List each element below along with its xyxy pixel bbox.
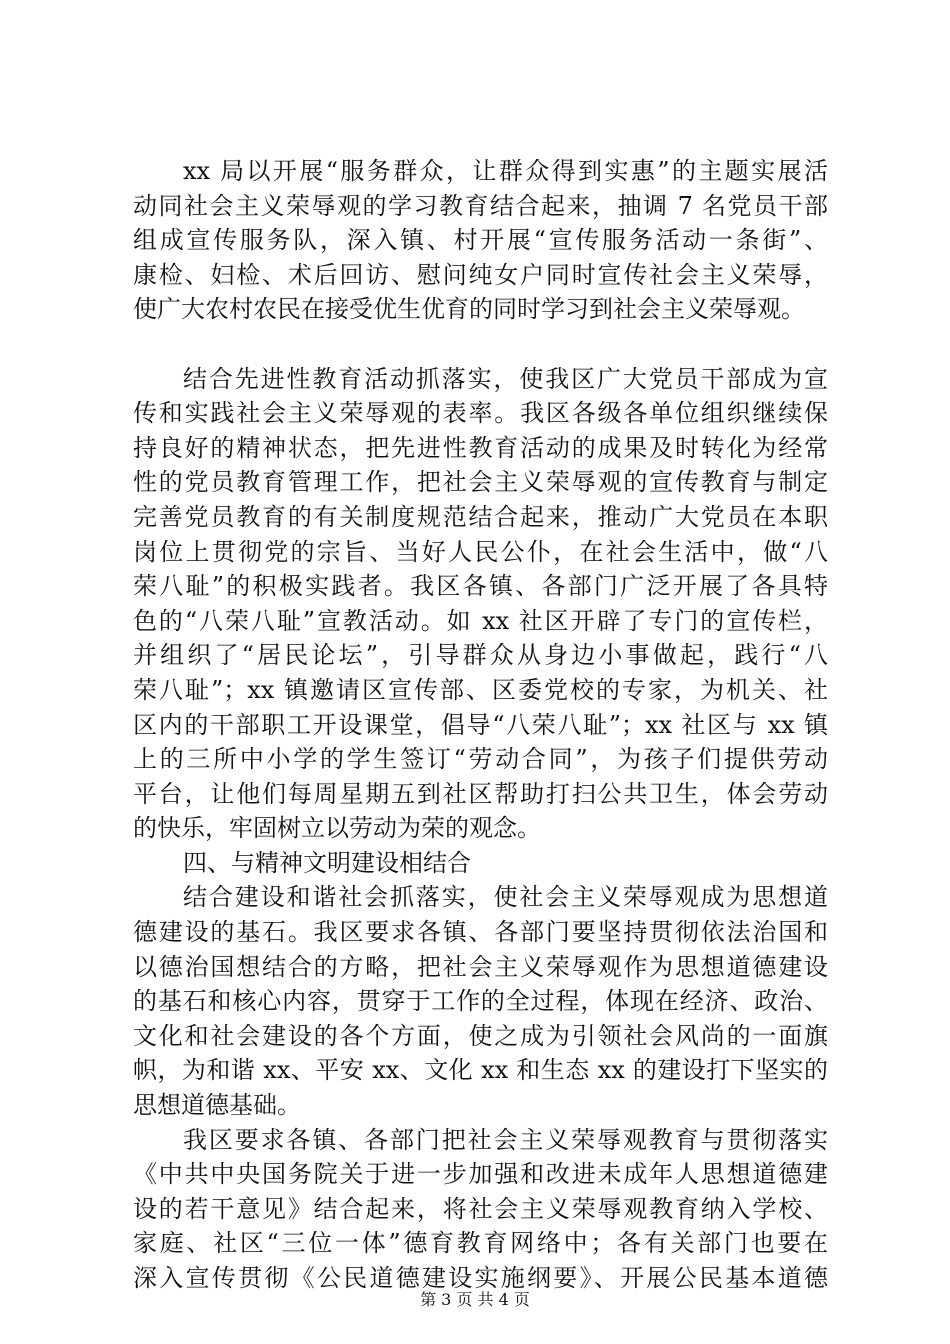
text-line: 使广大农村农民在接受优生优育的同时学习到社会主义荣辱观。 (133, 295, 805, 324)
text-line: 组成宣传服务队，深入镇、村开展“宣传服务活动一条街”、 (133, 226, 828, 255)
text-line: 动同社会主义荣辱观的学习教育结合起来，抽调 7 名党员干部 (133, 191, 828, 220)
text-line: 区内的干部职工开设课堂，倡导“八荣八耻”；xx 社区与 xx 镇 (133, 710, 828, 739)
text-line: 色的“八荣八耻”宣教活动。如 xx 社区开辟了专门的宣传栏， (133, 606, 828, 635)
text-line: 岗位上贯彻党的宗旨、当好人民公仆，在社会生活中，做“八 (133, 537, 828, 566)
text-line: 的基石和核心内容，贯穿于工作的全过程，体现在经济、政治、 (133, 987, 828, 1016)
paragraph-3 (133, 880, 828, 1122)
document-body (133, 154, 828, 1296)
text-line: 深入宣传贯彻《公民道德建设实施纲要》、开展公民基本道德 (133, 1264, 828, 1292)
text-line: 结合建设和谐社会抓落实，使社会主义荣辱观成为思想道 (183, 883, 828, 912)
text-line: 上的三所中小学的学生签订“劳动合同”，为孩子们提供劳动 (133, 745, 828, 774)
text-line: 家庭、社区“三位一体”德育教育网络中；各有关部门也要在 (133, 1229, 828, 1258)
text-line: 《中共中央国务院关于进一步加强和改进未成年人思想道德建 (133, 1160, 828, 1189)
text-line: 帜，为和谐 xx、平安 xx、文化 xx 和生态 xx 的建设打下坚实的 (133, 1056, 828, 1085)
text-line: 以德治国想结合的方略，把社会主义荣辱观作为思想道德建设 (133, 952, 828, 981)
text-line: 荣八耻”的积极实践者。我区各镇、各部门广泛开展了各具特 (133, 572, 828, 601)
text-line: 文化和社会建设的各个方面，使之成为引领社会风尚的一面旗 (133, 1021, 828, 1050)
text-line: 我区要求各镇、各部门把社会主义荣辱观教育与贯彻落实 (183, 1125, 828, 1154)
text-line: 的快乐，牢固树立以劳动为荣的观念。 (133, 814, 541, 843)
text-line: 持良好的精神状态，把先进性教育活动的成果及时转化为经常 (133, 433, 828, 462)
text-line: 完善党员教育的有关制度规范结合起来，推动广大党员在本职 (133, 502, 828, 531)
text-line: 德建设的基石。我区要求各镇、各部门要坚持贯彻依法治国和 (133, 918, 828, 947)
text-line: xx 局以开展“服务群众，让群众得到实惠”的主题实展活 (183, 157, 828, 185)
paragraph-2 (133, 362, 828, 846)
text-line: 结合先进性教育活动抓落实，使我区广大党员干部成为宣 (183, 364, 828, 393)
text-line: 康检、妇检、术后回访、慰问纯女户同时宣传社会主义荣辱， (133, 260, 828, 289)
paragraph-4 (133, 1123, 828, 1296)
text-line: 传和实践社会主义荣辱观的表率。我区各级各单位组织继续保 (133, 399, 828, 428)
paragraph-spacer (133, 327, 828, 362)
text-line: 荣八耻”；xx 镇邀请区宣传部、区委党校的专家，为机关、社 (133, 675, 828, 704)
text-line: 思想道德基础。 (133, 1091, 301, 1120)
text-line: 性的党员教育管理工作，把社会主义荣辱观的宣传教育与制定 (133, 468, 828, 497)
paragraph-1 (133, 154, 828, 327)
page-number-footer: 第 3 页 共 4 页 (420, 1290, 530, 1309)
section-heading: 四、与精神文明建设相结合 (183, 848, 471, 877)
text-line: 设的若干意见》结合起来，将社会主义荣辱观教育纳入学校、 (133, 1194, 828, 1223)
text-line: 并组织了“居民论坛”，引导群众从身边小事做起，践行“八 (133, 641, 828, 670)
text-line: 平台，让他们每周星期五到社区帮助打扫公共卫生，体会劳动 (133, 779, 828, 808)
